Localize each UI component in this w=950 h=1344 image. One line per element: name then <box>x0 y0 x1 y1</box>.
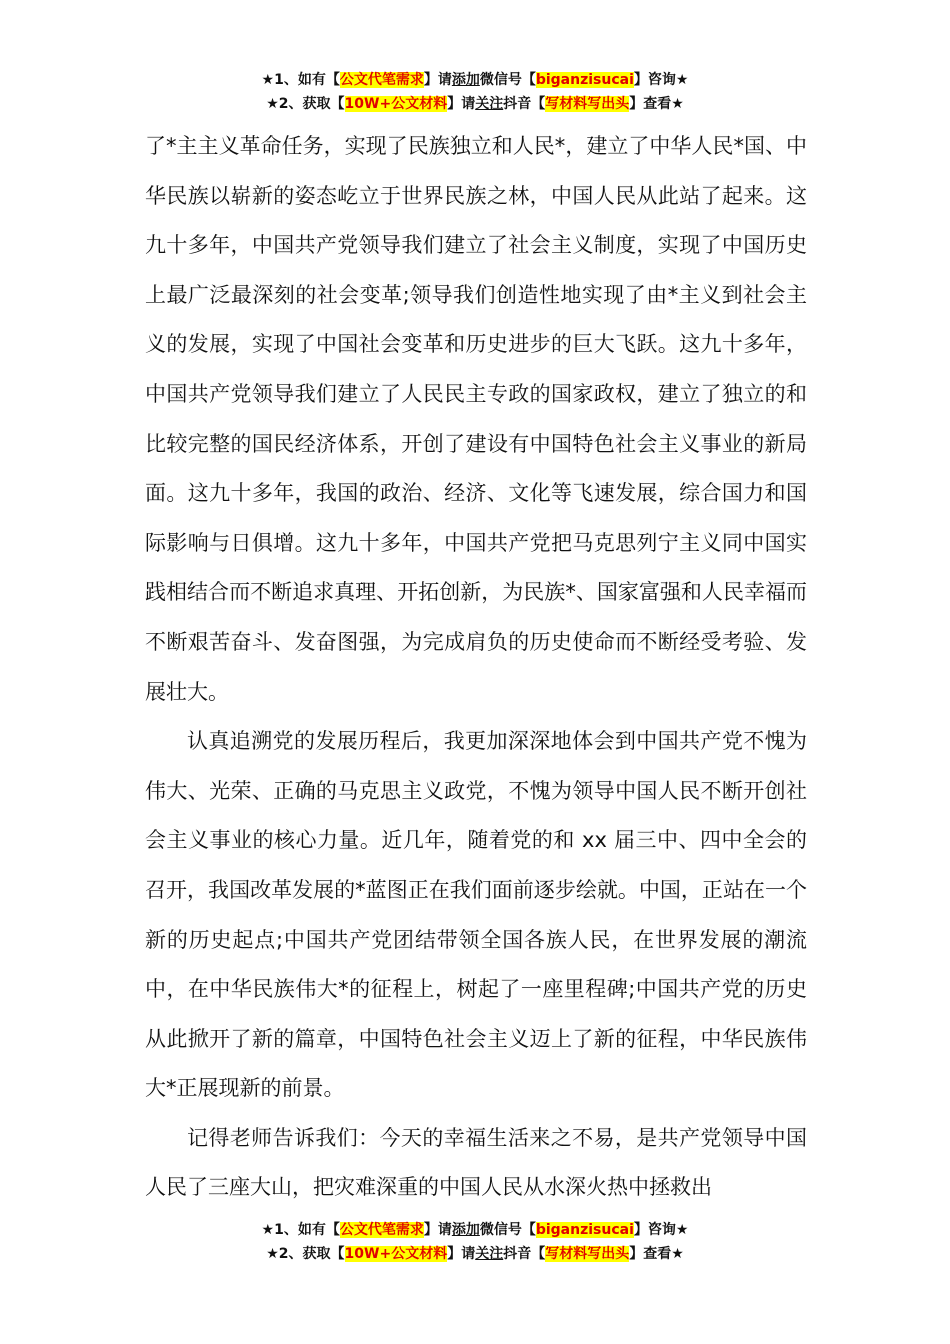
highlight-douyin-account: 写材料写出头 <box>545 96 630 112</box>
banner-text: 】请 <box>423 1222 452 1238</box>
underlined-text: 关注 <box>475 96 504 112</box>
star-icon: ★ <box>266 1246 279 1262</box>
banner-text: 1、如有【 <box>274 1222 340 1238</box>
underlined-text: 添加 <box>451 72 480 88</box>
underlined-text: 添加 <box>451 1222 480 1238</box>
document-body <box>145 122 807 1213</box>
highlight-service: 公文代笔需求 <box>339 1222 424 1238</box>
paragraph-1: 了*主主义革命任务，实现了民族独立和人民*，建立了中华人民*国、中华民族以崭新的姿态屹立于世界民族之林，中国人民从此站了起来。这九十多年，中国共产党领导我们建立了社会主义制度，实现了中国历史上最广泛最深刻的社会变革;领导我们创造性地实现了由*主义到社会主义的发展，实现了中国社会变革和历史进步的巨大飞跃。这九十多年，中国共产党领导我们建立了人民民主专政的国家政权，建立了独立的和比较完整的国民经济体系，开创了建设有中国特色社会主义事业的新局面。这九十多年，我国的政治、经济、文化等飞速发展，综合国力和国际影响与日俱增。这九十多年，中国共产党把马克思列宁主义同中国实践相结合而不断追求真理、开拓创新，为民族*、国家富强和人民幸福而不断艰苦奋斗、发奋图强，为完成肩负的历史使命而不断经受考验、发展壮大。 <box>145 134 807 704</box>
banner-text: 】请 <box>447 1246 476 1262</box>
banner-line-1 <box>0 68 950 92</box>
banner-text: 】咨询★ <box>633 72 689 88</box>
banner-text: 】咨询★ <box>633 1222 689 1238</box>
banner-text: 】查看★ <box>629 96 684 112</box>
highlight-materials: 10W+公文材料 <box>344 96 448 112</box>
footer-banner <box>0 1218 950 1266</box>
banner-text: 1、如有【 <box>274 72 340 88</box>
highlight-douyin-account: 写材料写出头 <box>545 1246 630 1262</box>
banner-text: 】查看★ <box>629 1246 684 1262</box>
highlight-service: 公文代笔需求 <box>339 72 424 88</box>
banner-text: 】请 <box>423 72 452 88</box>
highlight-materials: 10W+公文材料 <box>344 1246 448 1262</box>
underlined-text: 关注 <box>475 1246 504 1262</box>
banner-line-2 <box>0 92 950 116</box>
banner-line-1 <box>0 1218 950 1242</box>
banner-text: 抖音【 <box>503 1246 546 1262</box>
paragraph-3: 记得老师告诉我们：今天的幸福生活来之不易，是共产党领导中国人民了三座大山，把灾难深重的中国人民从水深火热中拯救出 <box>145 1125 807 1200</box>
header-banner <box>0 68 950 116</box>
paragraph-2: 认真追溯党的发展历程后，我更加深深地体会到中国共产党不愧为伟大、光荣、正确的马克思主义政党，不愧为领导中国人民不断开创社会主义事业的核心力量。近几年，随着党的和 xx 届三中、四中全会的召开，我国改革发展的*蓝图正在我们面前逐步绘就。中国，正站在一个新的历史起点;中国共产党团结带领全国各族人民，在世界发展的潮流中，在中华民族伟大*的征程上，树起了一座里程碑;中国共产党的历史从此掀开了新的篇章，中国特色社会主义迈上了新的征程，中华民族伟大*正展现新的前景。 <box>145 729 807 1101</box>
highlight-wechat-id: biganzisucai <box>535 72 634 88</box>
star-icon: ★ <box>266 96 279 112</box>
star-icon: ★ <box>261 72 275 88</box>
banner-text: 微信号【 <box>479 1222 536 1238</box>
banner-text: 2、获取【 <box>278 96 345 112</box>
banner-text: 】请 <box>447 96 476 112</box>
banner-text: 抖音【 <box>503 96 546 112</box>
highlight-wechat-id: biganzisucai <box>535 1222 634 1238</box>
banner-line-2 <box>0 1242 950 1266</box>
star-icon: ★ <box>261 1222 275 1238</box>
banner-text: 2、获取【 <box>278 1246 345 1262</box>
banner-text: 微信号【 <box>479 72 536 88</box>
